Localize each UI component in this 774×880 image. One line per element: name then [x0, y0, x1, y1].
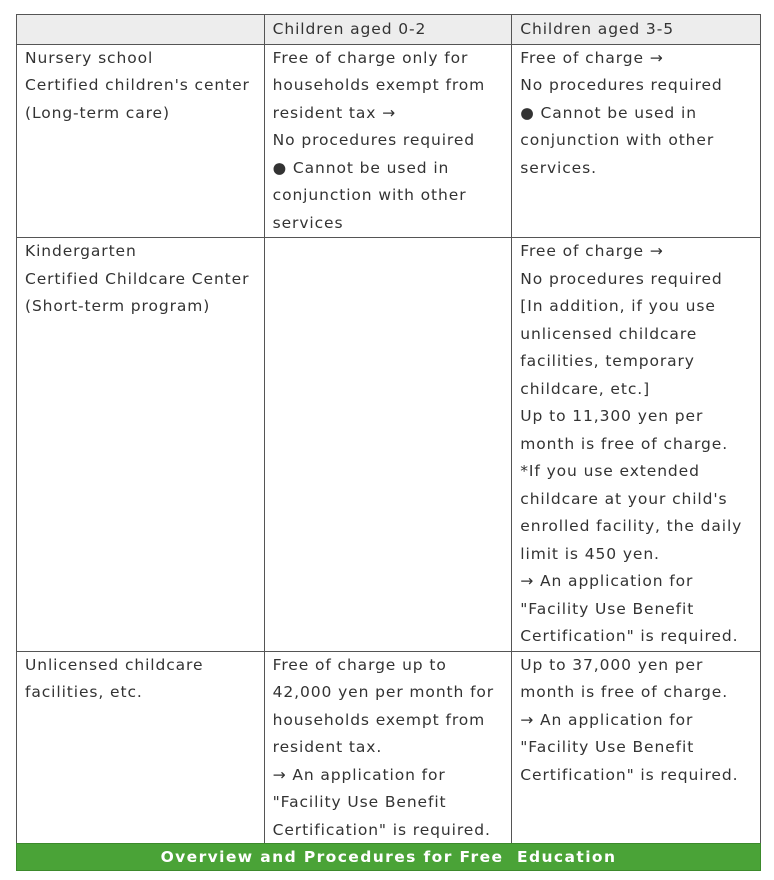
- header-cell-age-0-2: Children aged 0-2: [264, 15, 512, 45]
- age-3-5-cell: Up to 37,000 yen per month is free of charge. → An application for "Facility Use Benefit Certification" is required.: [512, 651, 761, 845]
- table-row: [17, 651, 761, 845]
- age-0-2-cell: Free of charge up to 42,000 yen per month for households exempt from resident tax. → An application for "Facility Use Benefit Certification" is required.: [264, 651, 512, 845]
- table-row: [17, 44, 761, 238]
- header-cell-empty: [17, 15, 265, 45]
- facility-cell: Kindergarten Certified Childcare Center (Short-term program): [17, 238, 265, 652]
- overview-procedures-banner[interactable]: Overview and Procedures for Free Education: [16, 843, 761, 871]
- age-0-2-cell: [264, 238, 512, 652]
- childcare-fee-table: [16, 14, 761, 845]
- facility-cell: Nursery school Certified children's center (Long-term care): [17, 44, 265, 238]
- table-row: [17, 238, 761, 652]
- age-3-5-cell: Free of charge → No procedures required ● Cannot be used in conjunction with other services.: [512, 44, 761, 238]
- age-3-5-cell: Free of charge → No procedures required [In addition, if you use unlicensed childcare facilities, temporary childcare, etc.] Up to 11,300 yen per month is free of charge. *If you use extended childcare at your child's enrolled facility, the daily limit is 450 yen. → An application for "Facility Use Benefit Certification" is required.: [512, 238, 761, 652]
- facility-cell: Unlicensed childcare facilities, etc.: [17, 651, 265, 845]
- age-0-2-cell: Free of charge only for households exempt from resident tax → No procedures required ● Cannot be used in conjunction with other services: [264, 44, 512, 238]
- header-cell-age-3-5: Children aged 3-5: [512, 15, 761, 45]
- table-header-row: [17, 15, 761, 45]
